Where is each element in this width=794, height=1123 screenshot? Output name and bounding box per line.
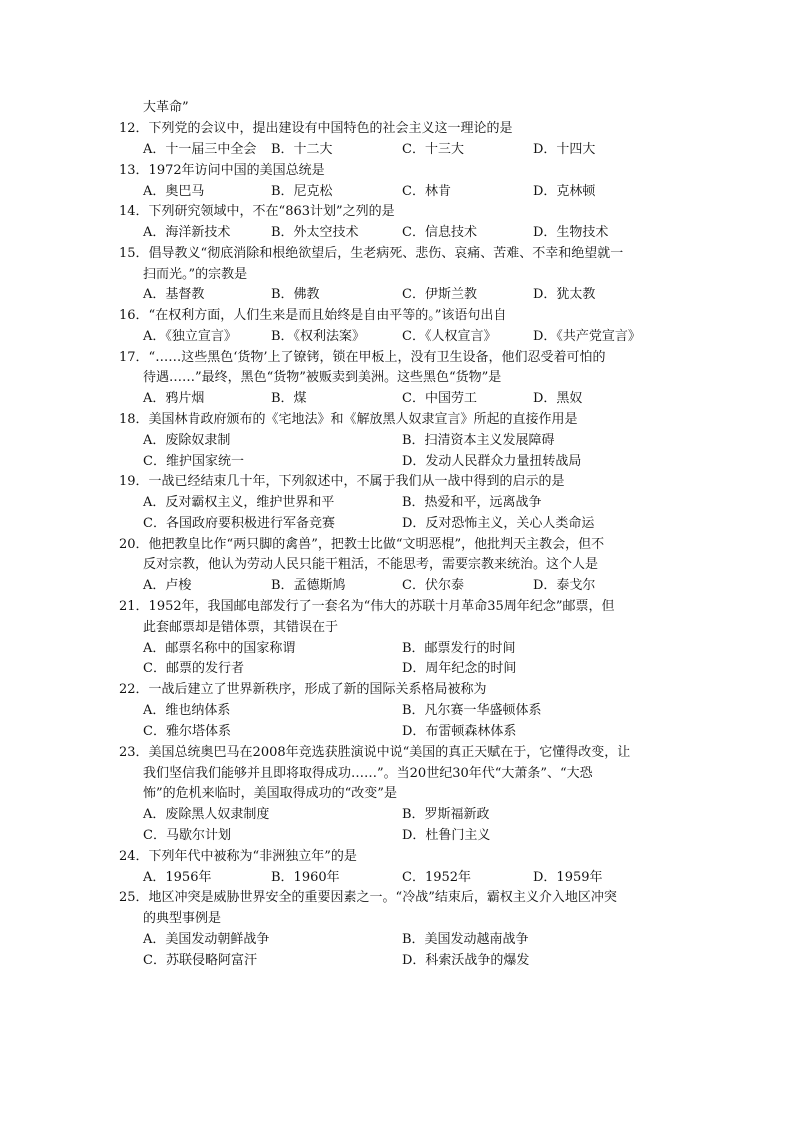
question-19-option-c: C．各国政府要积极进行军备竞赛 (143, 516, 335, 531)
question-25-option-b: B．美国发动越南战争 (402, 932, 529, 947)
question-12-option-d: D．十四大 (533, 142, 596, 157)
question-18-option-a: A．废除奴隶制 (143, 433, 231, 448)
question-23-stem-line-3: 怖”的危机来临时，美国取得成功的“改变”是 (143, 786, 397, 801)
question-19-option-b: B．热爱和平，远离战争 (402, 495, 542, 510)
question-22-option-a: A．维也纳体系 (143, 703, 231, 718)
question-16-option-c: C．《人权宣言》 (402, 329, 497, 344)
question-12-option-c: C．十三大 (402, 142, 464, 157)
question-21-option-a: A．邮票名称中的国家称谓 (143, 641, 296, 656)
question-15-option-b: B．佛教 (271, 287, 320, 302)
question-23-option-d: D．杜鲁门主义 (402, 828, 491, 843)
question-21-stem-line-2: 此套邮票却是错体票，其错误在于 (143, 620, 339, 635)
question-15-option-c: C．伊斯兰教 (402, 287, 477, 302)
question-19-option-a: A．反对霸权主义，维护世界和平 (143, 495, 335, 510)
question-24-option-b: B．1960年 (271, 870, 340, 885)
question-13-option-c: C．林肯 (402, 184, 451, 199)
question-15-stem-line-1: 15．倡导教义“彻底消除和根绝欲望后，生老病死、悲伤、哀痛、苦难、不幸和绝望就一 (119, 246, 624, 261)
question-14-option-c: C．信息技术 (402, 225, 477, 240)
question-18-option-c: C．维护国家统一 (143, 454, 244, 469)
question-24-option-d: D．1959年 (533, 870, 603, 885)
question-23-option-a: A．废除黑人奴隶制度 (143, 807, 270, 822)
question-18-option-d: D．发动人民群众力量扭转战局 (402, 454, 582, 469)
question-12-option-a: A．十一届三中全会 (143, 142, 257, 157)
question-14-stem: 14．下列研究领域中，不在“863计划”之列的是 (119, 204, 395, 219)
question-17-option-c: C．中国劳工 (402, 391, 477, 406)
question-17-option-a: A．鸦片烟 (143, 391, 205, 406)
question-24-stem: 24．下列年代中被称为“非洲独立年”的是 (119, 849, 357, 864)
question-17-option-d: D．黑奴 (533, 391, 583, 406)
question-17-stem-line-1: 17．“……这些黑色‘货物’上了镣铐，锁在甲板上，没有卫生设备，他们忍受着可怕的 (119, 350, 606, 365)
question-25-option-c: C．苏联侵略阿富汗 (143, 953, 257, 968)
question-21-option-d: D．周年纪念的时间 (402, 661, 517, 676)
question-20-option-d: D．泰戈尔 (533, 578, 596, 593)
question-13-option-d: D．克林顿 (533, 184, 596, 199)
question-14-option-a: A．海洋新技术 (143, 225, 231, 240)
question-14-option-d: D．生物技术 (533, 225, 609, 240)
intro-continuation: 大革命” (143, 100, 189, 115)
question-17-option-b: B．煤 (271, 391, 307, 406)
question-22-option-b: B．凡尔赛一华盛顿体系 (402, 703, 542, 718)
question-13-option-a: A．奥巴马 (143, 184, 205, 199)
question-25-option-d: D．科索沃战争的爆发 (402, 953, 530, 968)
question-21-option-c: C．邮票的发行者 (143, 661, 244, 676)
question-18-option-b: B．扫清资本主义发展障碍 (402, 433, 555, 448)
question-20-option-b: B．孟德斯鸠 (271, 578, 346, 593)
question-17-stem-line-2: 待遇……”最终，黑色“货物”被贩卖到美洲。这些黑色“货物”是 (143, 370, 502, 385)
question-16-option-a: A．《独立宣言》 (143, 329, 237, 344)
question-20-stem-line-2: 反对宗教，他认为劳动人民只能干粗活，不能思考，需要宗教来统治。这个人是 (143, 557, 599, 572)
question-13-option-b: B．尼克松 (271, 184, 333, 199)
question-23-stem-line-1: 23．美国总统奥巴马在2008年竞选获胜演说中说“美国的真正天赋在于，它懂得改变，让 (119, 745, 631, 760)
question-23-stem-line-2: 我们坚信我们能够并且即将取得成功……”。当20世纪30年代“大萧条”、“大恐 (143, 766, 593, 781)
question-22-option-c: C．雅尔塔体系 (143, 724, 231, 739)
question-16-option-d: D．《共产党宣言》 (533, 329, 641, 344)
question-22-stem: 22．一战后建立了世界新秩序，形成了新的国际关系格局被称为 (119, 682, 487, 697)
question-21-stem-line-1: 21．1952年，我国邮电部发行了一套名为“伟大的苏联十月革命35周年纪念”邮票，但 (119, 599, 615, 614)
question-12-stem: 12．下列党的会议中，提出建设有中国特色的社会主义这一理论的是 (119, 121, 513, 136)
question-20-stem-line-1: 20．他把教皇比作“两只脚的禽兽”，把教士比做“文明恶棍”，他批判天主教会，但不 (119, 537, 605, 552)
question-16-stem: 16．“在权利方面，人们生来是而且始终是自由平等的。”该语句出自 (119, 308, 507, 323)
question-13-stem: 13．1972年访问中国的美国总统是 (119, 163, 325, 178)
question-16-option-b: B．《权利法案》 (271, 329, 366, 344)
question-25-option-a: A．美国发动朝鲜战争 (143, 932, 270, 947)
question-14-option-b: B．外太空技术 (271, 225, 359, 240)
question-19-stem: 19．一战已经结束几十年，下列叙述中，不属于我们从一战中得到的启示的是 (119, 474, 565, 489)
question-25-stem-line-2: 的典型事例是 (143, 911, 222, 926)
question-20-option-c: C．伏尔泰 (402, 578, 464, 593)
question-23-option-b: B．罗斯福新政 (402, 807, 490, 822)
question-21-option-b: B．邮票发行的时间 (402, 641, 516, 656)
question-24-option-a: A．1956年 (143, 870, 212, 885)
question-12-option-b: B．十二大 (271, 142, 333, 157)
question-20-option-a: A．卢梭 (143, 578, 192, 593)
question-19-option-d: D．反对恐怖主义，关心人类命运 (402, 516, 595, 531)
question-25-stem-line-1: 25．地区冲突是威胁世界安全的重要因素之一。“冷战”结束后，霸权主义介入地区冲突 (119, 890, 617, 905)
question-23-option-c: C．马歇尔计划 (143, 828, 231, 843)
question-15-stem-line-2: 扫而光。”的宗教是 (143, 267, 248, 282)
question-24-option-c: C．1952年 (402, 870, 472, 885)
question-15-option-d: D．犹太教 (533, 287, 596, 302)
question-22-option-d: D．布雷顿森林体系 (402, 724, 517, 739)
question-18-stem: 18．美国林肯政府颁布的《宅地法》和《解放黑人奴隶宣言》所起的直接作用是 (119, 412, 578, 427)
question-15-option-a: A．基督教 (143, 287, 205, 302)
